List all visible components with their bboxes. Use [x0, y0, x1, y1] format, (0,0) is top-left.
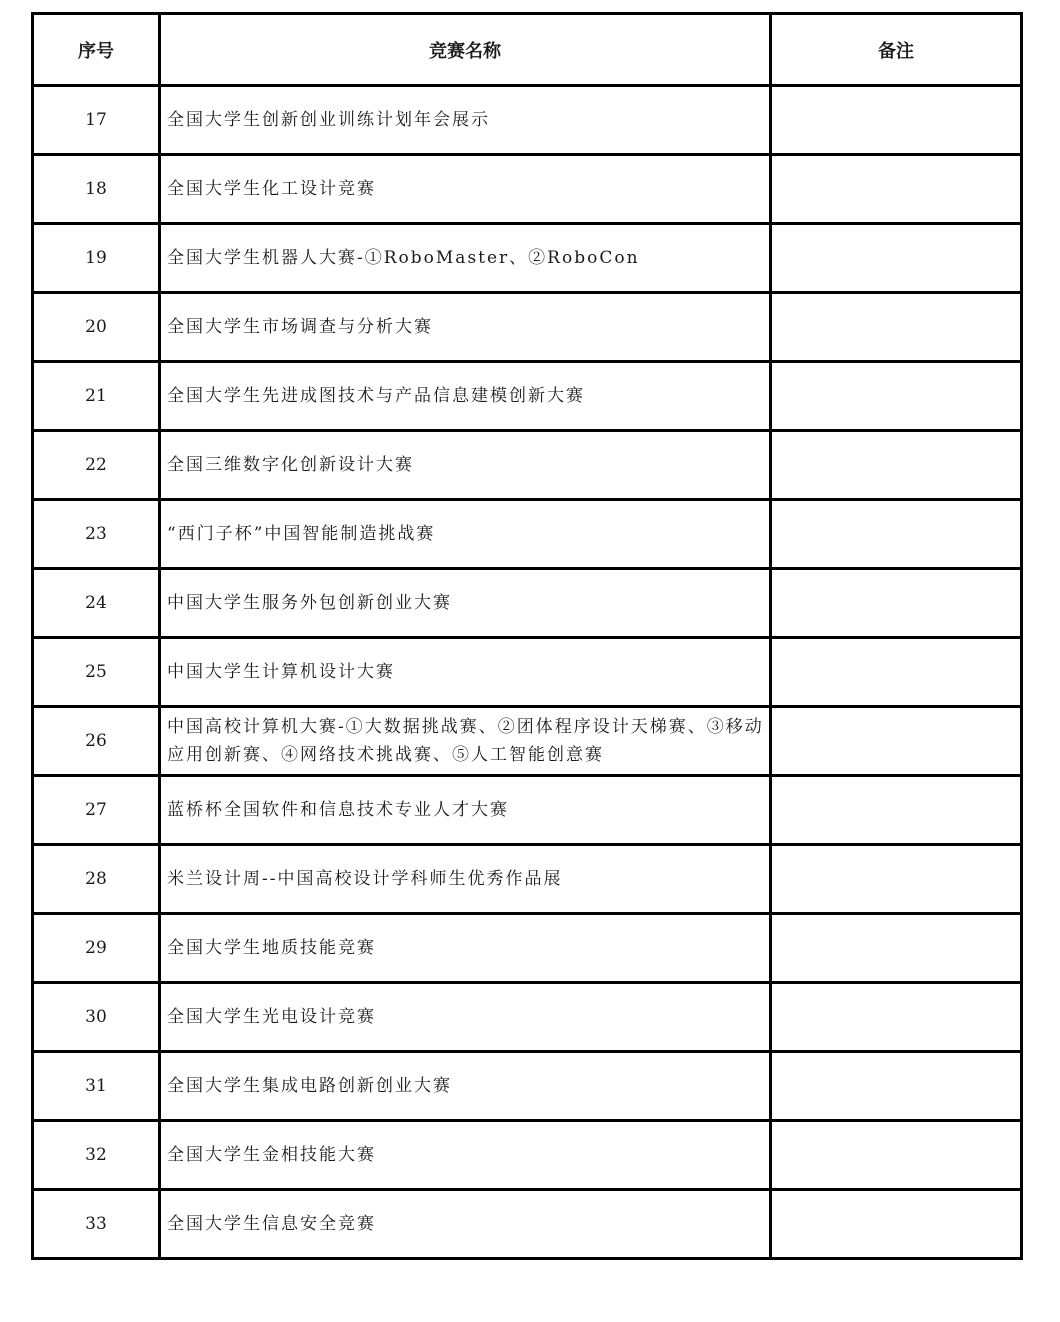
header-remarks: 备注 [771, 14, 1022, 86]
competition-name: 全国大学生化工设计竞赛 [160, 155, 771, 224]
table-row [33, 86, 1022, 155]
row-number: 24 [33, 569, 160, 638]
competition-table [31, 12, 1023, 1260]
competition-name: 全国大学生地质技能竞赛 [160, 914, 771, 983]
remark-cell [771, 569, 1022, 638]
competition-name: 中国大学生计算机设计大赛 [160, 638, 771, 707]
row-number: 22 [33, 431, 160, 500]
competition-name: 全国大学生市场调查与分析大赛 [160, 293, 771, 362]
competition-name: 全国大学生创新创业训练计划年会展示 [160, 86, 771, 155]
row-number: 25 [33, 638, 160, 707]
table-row [33, 431, 1022, 500]
remark-cell [771, 293, 1022, 362]
table-row [33, 707, 1022, 776]
row-number: 27 [33, 776, 160, 845]
remark-cell [771, 1190, 1022, 1259]
table-row [33, 776, 1022, 845]
row-number: 20 [33, 293, 160, 362]
table-row [33, 1052, 1022, 1121]
table-row [33, 983, 1022, 1052]
competition-name: 全国大学生集成电路创新创业大赛 [160, 1052, 771, 1121]
remark-cell [771, 776, 1022, 845]
row-number: 18 [33, 155, 160, 224]
remark-cell [771, 155, 1022, 224]
competition-name: 米兰设计周--中国高校设计学科师生优秀作品展 [160, 845, 771, 914]
row-number: 19 [33, 224, 160, 293]
row-number: 29 [33, 914, 160, 983]
table-row [33, 500, 1022, 569]
competition-name: 全国大学生金相技能大赛 [160, 1121, 771, 1190]
remark-cell [771, 362, 1022, 431]
table-row [33, 1121, 1022, 1190]
competition-name: 全国大学生光电设计竞赛 [160, 983, 771, 1052]
table-row [33, 914, 1022, 983]
table-row [33, 569, 1022, 638]
table-row [33, 638, 1022, 707]
competition-name: “西门子杯”中国智能制造挑战赛 [160, 500, 771, 569]
remark-cell [771, 914, 1022, 983]
competition-name: 中国高校计算机大赛-①大数据挑战赛、②团体程序设计天梯赛、③移动应用创新赛、④网络技术挑战赛、⑤人工智能创意赛 [160, 707, 771, 776]
table-row [33, 155, 1022, 224]
remark-cell [771, 1121, 1022, 1190]
row-number: 21 [33, 362, 160, 431]
table-row [33, 293, 1022, 362]
remark-cell [771, 500, 1022, 569]
competition-name: 全国大学生信息安全竞赛 [160, 1190, 771, 1259]
competition-name: 蓝桥杯全国软件和信息技术专业人才大赛 [160, 776, 771, 845]
remark-cell [771, 86, 1022, 155]
table-row [33, 1190, 1022, 1259]
remark-cell [771, 431, 1022, 500]
competition-name: 中国大学生服务外包创新创业大赛 [160, 569, 771, 638]
row-number: 17 [33, 86, 160, 155]
remark-cell [771, 983, 1022, 1052]
row-number: 30 [33, 983, 160, 1052]
remark-cell [771, 845, 1022, 914]
row-number: 32 [33, 1121, 160, 1190]
header-serial-number: 序号 [33, 14, 160, 86]
remark-cell [771, 1052, 1022, 1121]
remark-cell [771, 224, 1022, 293]
table-row [33, 845, 1022, 914]
competition-name: 全国三维数字化创新设计大赛 [160, 431, 771, 500]
table-row [33, 224, 1022, 293]
row-number: 31 [33, 1052, 160, 1121]
competition-name: 全国大学生机器人大赛-①RoboMaster、②RoboCon [160, 224, 771, 293]
row-number: 28 [33, 845, 160, 914]
table-header-row [33, 14, 1022, 86]
table-row [33, 362, 1022, 431]
remark-cell [771, 707, 1022, 776]
header-competition-name: 竞赛名称 [160, 14, 771, 86]
row-number: 33 [33, 1190, 160, 1259]
row-number: 26 [33, 707, 160, 776]
row-number: 23 [33, 500, 160, 569]
remark-cell [771, 638, 1022, 707]
competition-name: 全国大学生先进成图技术与产品信息建模创新大赛 [160, 362, 771, 431]
